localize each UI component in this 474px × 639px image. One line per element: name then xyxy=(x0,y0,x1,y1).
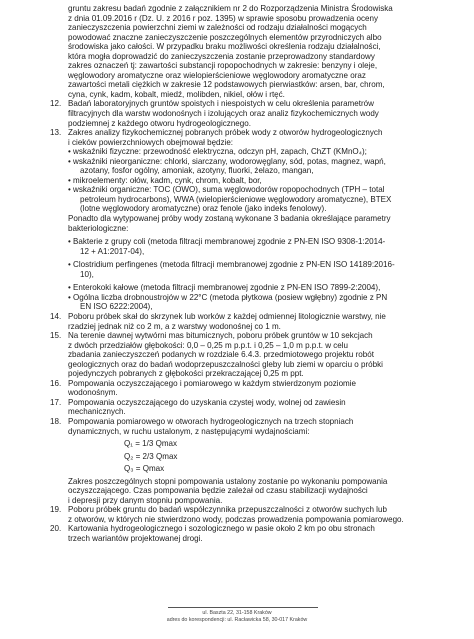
bullet-line: • wskaźniki nieorganiczne: chlorki, siarczany, wodorowęglany, sód, potas, magnez, wapń, xyxy=(68,156,386,166)
text-line: oczyszczającego. Czas pompowania będzie zależał od czasu stabilizacji wydajności xyxy=(68,486,368,496)
text-line: z otworów, w których nie stwierdzono wody, podczas prowadzenia pompowania pomiarowego. xyxy=(68,514,404,524)
bullet-continuation: 10), xyxy=(80,269,94,279)
text-line: i cieków powierzchniowych obejmował będzie: xyxy=(68,137,234,147)
text-line: filtracyjnych dla warstw wodonośnych i izolujących oraz analiz fizykochemicznych wody xyxy=(68,109,379,119)
text-line: zanieczyszczenia powierzchni ziemi w zależności od rodzaju działalności mogących xyxy=(68,23,367,33)
text-line: Zakres analizy fizykochemicznej pobranych próbek wody z otworów hydrogeologicznych xyxy=(68,128,383,138)
list-item-15 xyxy=(50,331,428,379)
text-line: Zakres poszczególnych stopni pompowania ustalony zostanie po wykonaniu pompowania xyxy=(68,476,388,486)
text-line: dynamicznych, w ruchu ustalonym, z następującymi wydajnościami: xyxy=(68,426,310,436)
text-line: rzadziej jednak niż co 2 m, a z warstwy wodonośnej co 1 m. xyxy=(68,321,281,331)
text-line: z dnia 01.09.2016 r (Dz. U. z 2016 r poz. 1395) w sprawie sposobu prowadzenia oceny xyxy=(68,13,378,23)
text-line: zakres oznaczeń tj: zawartości substancji ropopochodnych w zakresie: benzyny i oleje, xyxy=(68,61,378,71)
text-line: podziemnej z każdego otworu hydrogeologicznego. xyxy=(68,118,251,128)
item-number: 19. xyxy=(50,505,62,515)
bullet-line: • Clostridium perfingenes (metoda filtracji membranowej zgodnie z PN-EN ISO 14189:2016- xyxy=(68,260,395,270)
list-item-13 xyxy=(50,128,428,312)
item-number: 20. xyxy=(50,524,62,534)
flow-rate-line: Q₂ = 2/3 Qmax xyxy=(124,451,178,461)
list-item-19 xyxy=(50,505,428,524)
text-line: węglowodory aromatyczne oraz wielopierścieniowe węglowodory aromatyczne oraz xyxy=(68,70,366,80)
bullet-line: • mikroelementy: ołów, kadm, cynk, chrom, kobalt, bor, xyxy=(68,175,262,185)
text-line: i depresji przy danym stopniu pompowania. xyxy=(68,495,223,505)
item-number: 15. xyxy=(50,331,62,341)
text-line: Ponadto dla wytypowanej próby wody zostaną wykonane 3 badania określające parametry xyxy=(68,214,391,224)
list-item-16 xyxy=(50,378,428,398)
list-item-20 xyxy=(50,524,428,543)
flow-rate-line: Q₃ = Qmax xyxy=(124,464,165,474)
footer-address: ul. Baszta 22, 31-158 Kraków xyxy=(202,610,272,616)
text-line: Poboru próbek gruntu do badań współczynnika przepuszczalności z otworów suchych lub xyxy=(68,505,387,515)
bullet-line: • Enterokoki kałowe (metoda filtracji membranowej zgodnie z PN-EN ISO 7899-2:2004), xyxy=(68,283,381,293)
text-line: Badań laboratoryjnych gruntów spoistych i niespoistych w celu określenia parametrów xyxy=(68,99,374,109)
item-number: 18. xyxy=(50,416,62,426)
item-number: 16. xyxy=(50,378,62,388)
text-line: z dwóch przedziałów głębokości: 0,0 – 0,25 m p.p.t. i 0,25 – 1,0 m p.p.t. w celu xyxy=(68,340,349,350)
bullet-line: • Ogólna liczba drobnoustrojów w 22°C (metoda płytkowa (posiew wgłębny) zgodnie z PN xyxy=(68,292,388,302)
item-number: 13. xyxy=(50,128,62,138)
text-line: Pompowania oczyszczającego do uzyskania czystej wody, wolnej od zawiesin xyxy=(68,397,346,407)
text-line: środowiska jako całości. W przypadku braku możliwości określenia rodzaju działalności, xyxy=(68,42,381,52)
text-line: Pompowania pomiarowego w otworach hydrogeologicznych na trzech stopniach xyxy=(68,416,354,426)
text-line: która mogła doprowadzić do zanieczyszczenia zostanie przeprowadzony standardowy xyxy=(68,51,375,61)
text-line: pojedynczych pobranych z głębokości przekraczającej 0,25 m ppt. xyxy=(68,369,304,379)
text-line: Pompowania oczyszczającego i pomiarowego w każdym stwierdzonym poziomie xyxy=(68,378,357,388)
flow-rate-line: Q₁ = 1/3 Qmax xyxy=(124,439,178,449)
text-line: bakteriologiczne: xyxy=(68,223,129,233)
text-line: mechanicznych. xyxy=(68,407,126,417)
bullet-line: • Bakterie z grupy coli (metoda filtracji membranowej zgodnie z PN-EN ISO 9308-1:2014- xyxy=(68,237,386,247)
continued-paragraph xyxy=(56,4,428,99)
bullet-continuation: (lotne węglowodory aromatyczne) oraz fenole (jako indeks fenolowy). xyxy=(80,204,327,214)
bullet-continuation: petroleum hydrocarbons), WWA (wielopierścieniowe węglowodory aromatyczne), BTEX xyxy=(80,194,392,204)
text-line: wodonośnym. xyxy=(68,388,118,398)
text-line: Poboru próbek skał do skrzynek lub worków z każdej odmiennej litologicznie warstwy, nie xyxy=(68,311,386,321)
footer-divider xyxy=(168,607,318,608)
text-line: zawartości metali ciężkich w zakresie 12 podstawowych pierwiastków: arsen, bar, chrom, xyxy=(68,80,385,90)
document-body xyxy=(50,4,428,544)
footer-correspondence-address: adres do korespondencji: ul. Racławicka 58, 30-017 Kraków xyxy=(166,617,308,623)
text-line: gruntu zakresu badań zgodnie z załącznikiem nr 2 do Rozporządzenia Ministra Środowiska xyxy=(68,4,393,13)
text-line: trzech wariantów projektowanej drogi. xyxy=(68,533,203,543)
item-number: 12. xyxy=(50,99,62,109)
bullet-continuation: 12 + A1:2017-04), xyxy=(80,246,145,256)
text-line: Kartowania hydrogeologicznego i sozologicznego w pasie około 2 km po obu stronach xyxy=(68,524,375,534)
list-item-12 xyxy=(50,99,428,128)
list-item-14 xyxy=(50,311,428,331)
text-line: Na terenie dawnej wytwórni mas bitumicznych, poboru próbek gruntów w 10 sekcjach xyxy=(68,331,373,341)
text-line: zbadania zanieczyszczeń podanych w rozdziale 6.4.3. przedmiotowego projektu robót xyxy=(68,350,374,360)
bullet-line: • wskaźniki fizyczne: przewodność elektryczna, odczyn pH, zapach, ChZT (KMnO₄); xyxy=(68,147,367,157)
list-item-17 xyxy=(50,397,428,417)
item-number: 14. xyxy=(50,311,62,321)
item-number: 17. xyxy=(50,397,62,407)
text-line: powodować znaczne zanieczyszczenie poszczególnych elementów przyrodniczych albo xyxy=(68,32,382,42)
bullet-continuation: EN ISO 6222:2004), xyxy=(80,302,153,312)
list-item-18 xyxy=(50,416,428,505)
bullet-continuation: azotany, fosfor ogólny, amoniak, azotyny, fluorki, żelazo, mangan, xyxy=(80,166,314,176)
text-line: cyna, cynk, kadm, kobalt, miedź, molibden, nikiel, ołów i rtęć. xyxy=(68,89,285,99)
text-line: geologicznych oraz do badań wodoprzepuszczalności gleby lub ziemi w oparciu o próbki xyxy=(68,359,383,369)
bullet-line: • wskaźniki organiczne: TOC (OWO), suma węglowodorów ropopochodnych (TPH – total xyxy=(68,185,385,195)
